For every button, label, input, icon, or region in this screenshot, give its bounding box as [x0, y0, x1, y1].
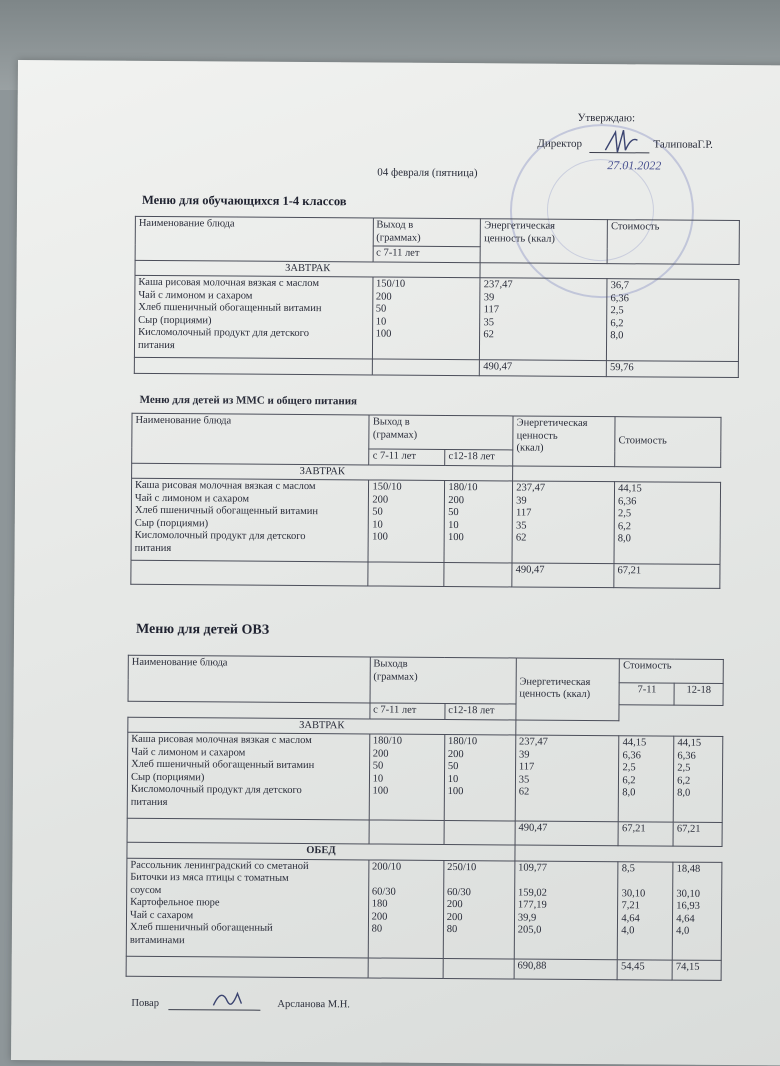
section1-yield: 150/10 200 50 10 100 — [372, 277, 480, 360]
section3-header-name: Наименование блюда — [128, 655, 370, 703]
section3-header-age2: с12-18 лет — [445, 703, 516, 719]
section3-breakfast-energy: 237,47 39 117 35 62 — [515, 735, 619, 822]
section1-total-energy: 490,47 — [480, 360, 607, 376]
section2-cost: 44,15 6,36 2,5 6,2 8,0 — [614, 482, 720, 565]
section1-header-energy: Энергетическая ценность (ккал) — [480, 219, 607, 263]
section2-total-energy: 490,47 — [512, 563, 614, 588]
section2-title: Меню для детей из ММС и общего питания — [139, 393, 358, 408]
section3-lunch-total-energy: 690,88 — [514, 958, 618, 979]
section2-header-energy: Энергетическая ценность (ккал) — [513, 416, 615, 466]
section3-breakfast-cost1: 44,15 6,36 2,5 6,2 8,0 — [619, 736, 674, 822]
section2-header-age1: с 7-11 лет — [369, 449, 445, 465]
section3-meal-lunch: ОБЕД — [127, 842, 515, 860]
cook-signature — [207, 983, 247, 1011]
section2-meal-breakfast: ЗАВТРАК — [132, 463, 513, 481]
section3-meal-breakfast: ЗАВТРАК — [128, 717, 516, 735]
section3-breakfast-yield2: 180/10 200 50 10 100 — [444, 734, 516, 820]
section3-breakfast-total-cost1: 67,21 — [618, 822, 673, 846]
section3-breakfast-dishes: Каша рисовая молочная вязкая с маслом Чай с лимоном и сахаром Хлеб пшеничный обогащенный витамин Сыр (порциями) Кисломолочный продукт для детского питания — [127, 732, 369, 820]
section3-breakfast-yield1: 180/10 200 50 10 100 — [369, 734, 445, 821]
section3-header-cost-age1: 7-11 — [619, 683, 674, 705]
director-signature — [601, 126, 641, 156]
section3-lunch-yield2: 250/10 60/30 200 200 80 — [443, 860, 515, 958]
section3-lunch-cost2: 18,48 30,10 16,93 4,64 4,0 — [672, 862, 721, 960]
section2-header-yield: Выход в (граммах) — [369, 415, 513, 450]
section3-header-energy: Энергетическая ценность (ккал) — [516, 658, 620, 720]
section3-lunch-dishes: Рассольник ленинградский со сметаной Биточки из мяса птицы с томатным соусом Картофельное пюре Чай с сахаром Хлеб пшеничный обогащенный витаминами — [126, 858, 368, 958]
menu-sheet — [11, 60, 780, 1065]
section1-header-age: с 7-11 лет — [373, 246, 481, 262]
section1-meal-breakfast: ЗАВТРАК — [135, 260, 480, 278]
section3-breakfast-total-energy: 490,47 — [515, 821, 619, 846]
section3-breakfast-cost2: 44,15 6,36 2,5 6,2 8,0 — [673, 736, 722, 822]
section3-lunch-energy: 109,77 159,02 177,19 39,9 205,0 — [514, 860, 618, 959]
menu-date: 04 февраля (пятница) — [377, 166, 478, 180]
section2-energy: 237,47 39 117 35 62 — [512, 481, 614, 564]
section3-header-cost: Стоимость — [620, 659, 724, 684]
section2-total-cost: 67,21 — [614, 564, 720, 589]
section1-energy: 237,47 39 117 35 62 — [480, 278, 607, 361]
section3-lunch-total-cost2: 74,15 — [672, 960, 721, 980]
section1-header-name: Наименование блюда — [135, 216, 373, 261]
section2-header-cost: Стоимость — [615, 417, 721, 467]
section1-dishes: Каша рисовая молочная вязкая с маслом Чай с лимоном и сахаром Хлеб пшеничный обогащенный витамин Сыр (порциями) Кисломолочный продукт для детского питания — [134, 275, 372, 359]
section1-total-cost: 59,76 — [607, 361, 739, 377]
section2-yield2: 180/10 200 50 10 100 — [444, 480, 512, 562]
section2-yield1: 150/10 200 50 10 100 — [368, 480, 444, 563]
section2-dishes: Каша рисовая молочная вязкая с маслом Чай с лимоном и сахаром Хлеб пшеничный обогащенный витамин Сыр (порциями) Кисломолочный продукт для детского питания — [131, 478, 369, 562]
section3-lunch-cost1: 8,5 30,10 7,21 4,64 4,0 — [618, 861, 674, 959]
section3-header-cost-age2: 12-18 — [674, 683, 723, 705]
section3-breakfast-total-cost2: 67,21 — [673, 822, 722, 846]
director-label: Директор — [537, 137, 583, 150]
director-name: ТалиповаГ.Р. — [653, 138, 713, 151]
section3-lunch-yield1: 200/10 60/30 180 200 80 — [368, 859, 444, 958]
section3-lunch-total-cost1: 54,45 — [617, 959, 672, 979]
cook-label: Повар — [131, 997, 160, 1010]
section3-header-yield: Выходв (граммах) — [370, 657, 517, 704]
section1-title: Меню для обучающихся 1-4 классов — [141, 192, 347, 209]
cook-name: Арсланова М.Н. — [277, 998, 350, 1011]
section1-table — [134, 216, 740, 378]
section1-cost: 36,7 6,36 2,5 6,2 8,0 — [607, 279, 739, 362]
section3-table — [126, 655, 724, 981]
section1-header-cost: Стоимость — [607, 220, 739, 264]
section2-header-age2: с12-18 лет — [445, 449, 513, 465]
section1-header-yield: Выход в (граммах) — [373, 218, 481, 247]
section3-title: Меню для детей ОВЗ — [135, 621, 270, 638]
section2-header-name: Наименование блюда — [132, 413, 370, 464]
section2-table — [130, 413, 721, 589]
approve-label: Утверждаю: — [577, 111, 636, 125]
approval-date: 27.01.2022 — [607, 158, 662, 173]
section3-header-age1: с 7-11 лет — [370, 703, 445, 719]
